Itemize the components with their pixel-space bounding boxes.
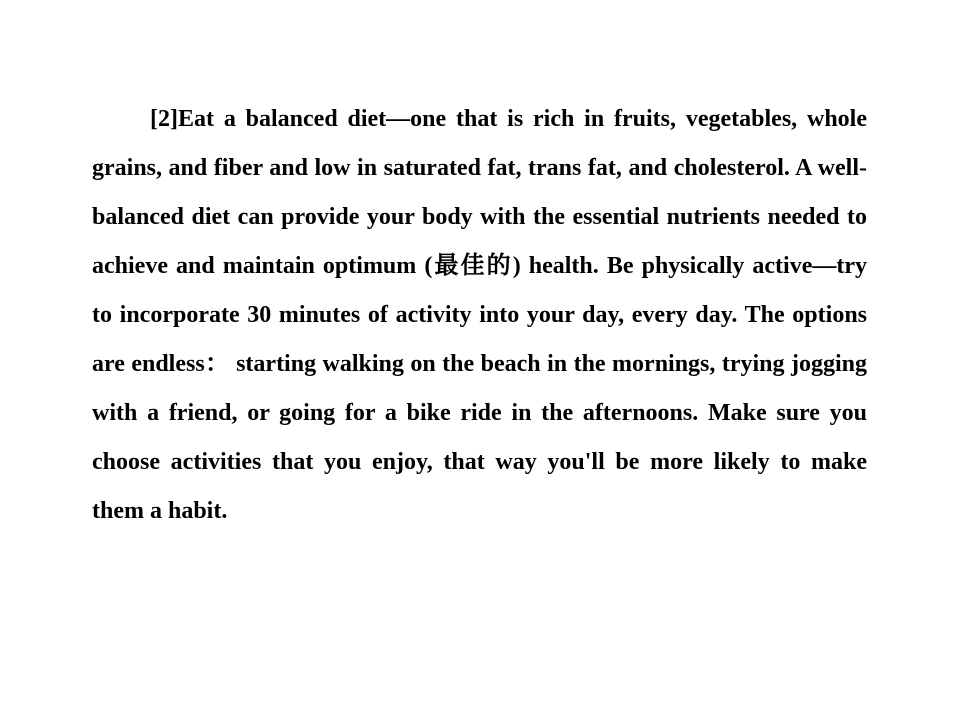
passage-paragraph: [2]Eat a balanced diet—one that is rich in fruits, vegetables, whole grains, and fiber and low in saturated fat, trans fat, and cholesterol. A well-balanced diet can provide your body with the essential nutrients needed to achieve and maintain optimum (最佳的) health. Be physically active—try to incorporate 30 minutes of activity into your day, every day. The options are endless： starting walking on the beach in the mornings, trying jogging with a friend, or going for a bike ride in the afternoons. Make sure you choose activities that you enjoy, that way you'll be more likely to make them a habit. (92, 106, 867, 524)
